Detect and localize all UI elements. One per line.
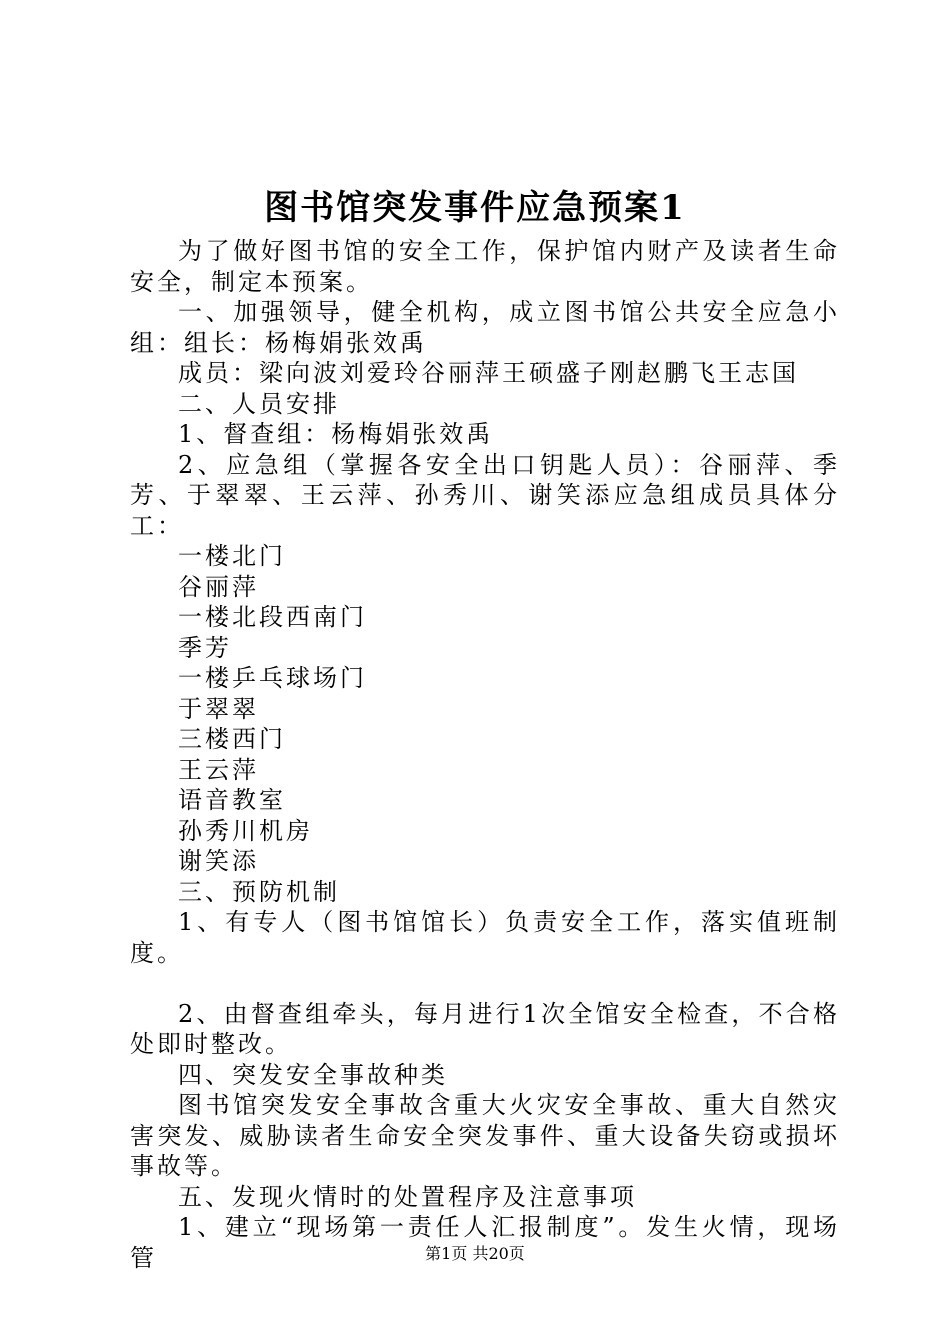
document-body [130,236,840,1273]
list-item-location: 三楼西门 [178,725,286,753]
list-item-location: 一楼北门 [178,542,286,570]
paragraph-prevention-2: 2、由督查组牵头，每月进行1次全馆安全检查，不合格处即时整改。 [130,999,840,1058]
list-item-person: 王云萍 [178,755,259,784]
paragraph-members: 成员：梁向波刘爱玲谷丽萍王硕盛子刚赵鹏飞王志国 [178,359,799,387]
document-title: 图书馆突发事件应急预案1 [264,188,686,228]
list-item-person: 于翠翠 [178,694,259,723]
paragraph-accident-types: 图书馆突发安全事故含重大火灾安全事故、重大自然灾害突发、威胁读者生命安全突发事件、重大设备失窃或损坏事故等。 [130,1091,840,1180]
paragraph-section-5: 五、发现火情时的处置程序及注意事项 [178,1182,637,1211]
list-item-location: 一楼乒乓球场门 [178,664,367,692]
list-item-person: 谷丽萍 [178,572,259,601]
list-item-location: 语音教室 [178,786,286,814]
page-footer: 第1页 共20页 [425,1244,525,1263]
paragraph-inspection-group: 1、督查组：杨梅娟张效禹 [178,420,494,448]
paragraph-section-2: 二、人员安排 [178,389,340,418]
paragraph-intro: 为了做好图书馆的安全工作，保护馆内财产及读者生命安全，制定本预案。 [130,237,840,296]
list-item-location: 一楼北段西南门 [178,603,367,631]
paragraph-prevention-1: 1、有专人（图书馆馆长）负责安全工作，落实值班制度。 [130,908,840,967]
paragraph-section-4: 四、突发安全事故种类 [178,1060,448,1089]
paragraph-fire-procedure-1: 1、建立“现场第一责任人汇报制度”。发生火情，现场管 [130,1213,840,1272]
paragraph-section-1: 一、加强领导，健全机构，成立图书馆公共安全应急小组：组长：杨梅娟张效禹 [130,298,840,357]
paragraph-emergency-group: 2、应急组（掌握各安全出口钥匙人员）：谷丽萍、季芳、于翠翠、王云萍、孙秀川、谢笑添应急组成员具体分工： [130,450,840,540]
list-item-person: 谢笑添 [178,847,259,875]
paragraph-section-3: 三、预防机制 [178,877,340,906]
list-item-person: 孙秀川机房 [178,816,313,845]
list-item-person: 季芳 [178,633,232,662]
